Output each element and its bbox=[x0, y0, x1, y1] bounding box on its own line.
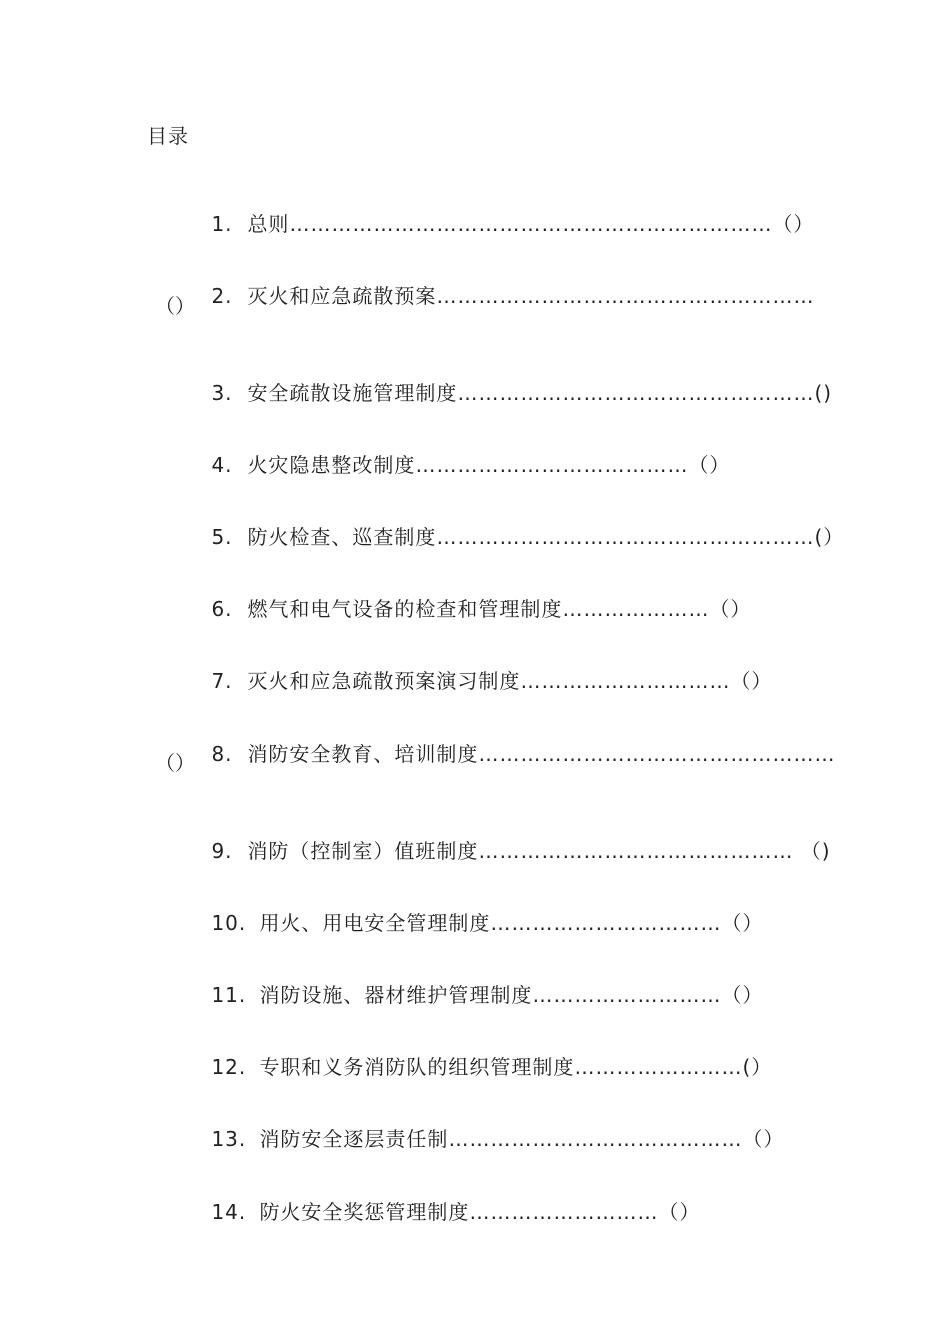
toc-entry bbox=[182, 254, 814, 338]
toc-entry-page: （） bbox=[772, 212, 815, 236]
toc-entry-number: 14. bbox=[211, 1200, 247, 1224]
toc-entry-leader: …………………… bbox=[574, 1055, 743, 1079]
toc-entry-title: 安全疏散设施管理制度 bbox=[247, 381, 458, 405]
toc-entry bbox=[182, 1170, 700, 1254]
toc-entry-leader: ……………………………………………… bbox=[436, 525, 815, 549]
toc-entry-page-wrapped: （） bbox=[155, 751, 195, 775]
toc-entry-page: （） bbox=[709, 597, 752, 621]
toc-entry-leader: ……………………… bbox=[469, 1200, 659, 1224]
toc-entry-page: (） bbox=[742, 1055, 773, 1079]
toc-entry-number: 2. bbox=[211, 284, 233, 308]
toc-entry-title: 燃气和电气设备的检查和管理制度 bbox=[247, 597, 563, 621]
toc-entry-title: 专职和义务消防队的组织管理制度 bbox=[259, 1055, 575, 1079]
toc-entry-page: （） bbox=[742, 1127, 785, 1151]
toc-entry-number: 4. bbox=[211, 453, 233, 477]
toc-entry-page: （） bbox=[721, 911, 764, 935]
toc-entry-page: () bbox=[814, 381, 833, 405]
toc-entry-number: 8. bbox=[211, 742, 233, 766]
toc-entry bbox=[182, 639, 772, 723]
toc-entry-title: 灭火和应急疏散预案演习制度 bbox=[247, 669, 521, 693]
toc-entry-page-wrapped: （） bbox=[155, 294, 195, 318]
toc-entry-number: 5. bbox=[211, 525, 233, 549]
toc-entry-page: （） bbox=[730, 669, 773, 693]
toc-entry-page: （） bbox=[658, 1200, 701, 1224]
toc-entry-title: 用火、用电安全管理制度 bbox=[259, 911, 491, 935]
toc-entry-title: 防火检查、巡查制度 bbox=[247, 525, 437, 549]
toc-entry-title: 消防（控制室）值班制度 bbox=[247, 839, 479, 863]
toc-entry-leader: ……………………………………………… bbox=[436, 284, 815, 308]
toc-entry-leader: ………………………… bbox=[520, 669, 731, 693]
toc-entry-leader: ……………………… bbox=[532, 983, 722, 1007]
toc-heading: 目录 bbox=[147, 124, 189, 148]
toc-entry-title: 灭火和应急疏散预案 bbox=[247, 284, 437, 308]
toc-entry-leader: ……………………………………… bbox=[478, 839, 801, 863]
toc-entry-leader: …………………………………………… bbox=[457, 381, 815, 405]
toc-entry-leader: …………………………………………… bbox=[478, 742, 836, 766]
toc-entry-number: 1. bbox=[211, 212, 233, 236]
toc-entry-leader: ………………………………… bbox=[415, 453, 689, 477]
toc-entry-page: （) bbox=[800, 839, 831, 863]
toc-entry-title: 消防安全教育、培训制度 bbox=[247, 742, 479, 766]
toc-entry-title: 火灾隐患整改制度 bbox=[247, 453, 416, 477]
toc-entry-number: 10. bbox=[211, 911, 247, 935]
toc-entry-leader: ………………… bbox=[562, 597, 710, 621]
toc-entry-title: 消防安全逐层责任制 bbox=[259, 1127, 449, 1151]
toc-entry-number: 3. bbox=[211, 381, 233, 405]
toc-entry-title: 消防设施、器材维护管理制度 bbox=[259, 983, 533, 1007]
toc-entry-number: 9. bbox=[211, 839, 233, 863]
toc-entry bbox=[182, 712, 835, 796]
toc-entry-leader: …………………………………………………………… bbox=[289, 212, 773, 236]
toc-entry-title: 总则 bbox=[247, 212, 290, 236]
toc-entry bbox=[182, 1097, 784, 1181]
toc-entry-number: 13. bbox=[211, 1127, 247, 1151]
toc-entry-number: 7. bbox=[211, 669, 233, 693]
toc-entry-page: （） bbox=[721, 983, 764, 1007]
toc-entry-leader: …………………………… bbox=[490, 911, 722, 935]
toc-entry-page: (） bbox=[814, 525, 845, 549]
toc-entry-number: 12. bbox=[211, 1055, 247, 1079]
toc-entry-title: 防火安全奖惩管理制度 bbox=[259, 1200, 470, 1224]
toc-entry-leader: …………………………………… bbox=[448, 1127, 743, 1151]
toc-entry-number: 11. bbox=[211, 983, 247, 1007]
toc-entry-number: 6. bbox=[211, 597, 233, 621]
toc-entry-page: （） bbox=[688, 453, 731, 477]
